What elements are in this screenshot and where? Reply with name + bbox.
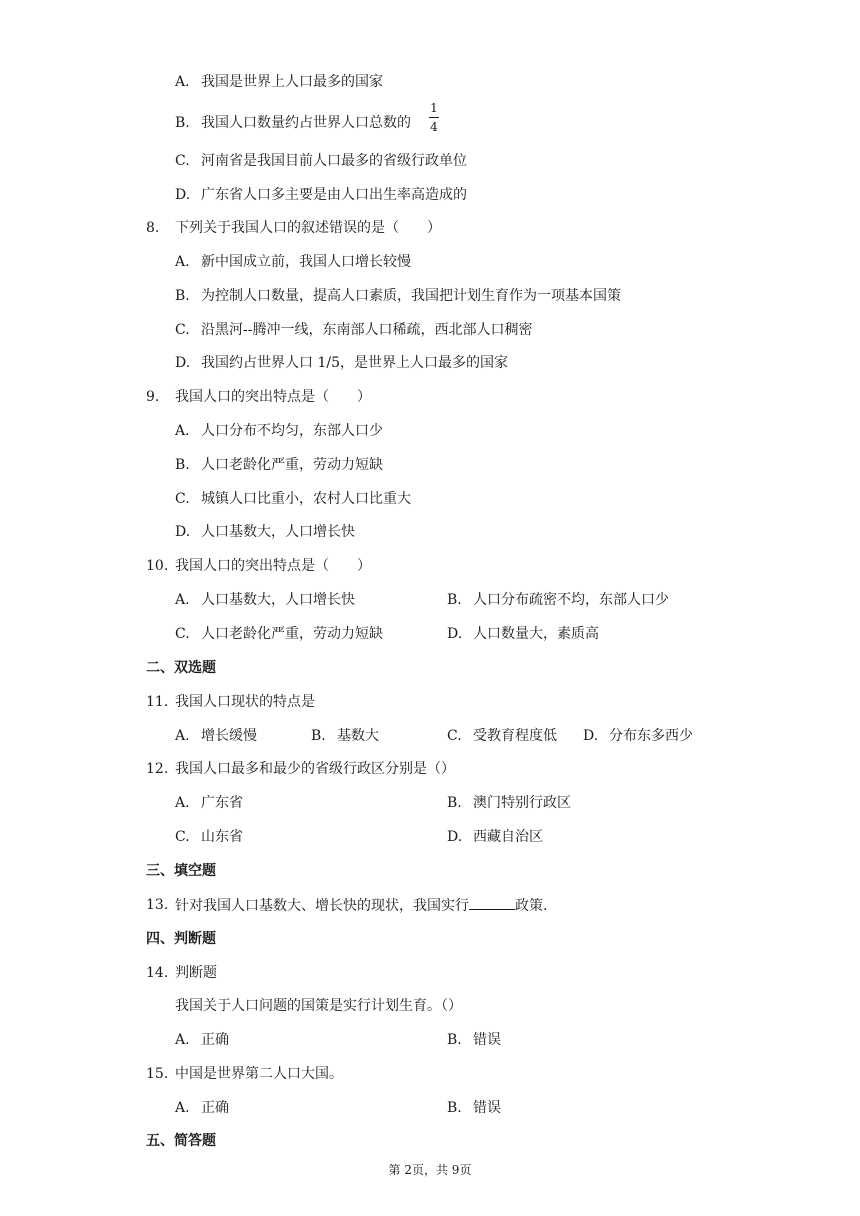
- q14-option-b: B. 错误: [447, 1032, 501, 1048]
- q12-option-a: A. 广东省: [175, 795, 243, 811]
- q7-option-c: C. 河南省是我国目前人口最多的省级行政单位: [175, 153, 467, 169]
- fraction-one-quarter: 1 4: [430, 101, 438, 134]
- section-heading-fill-blank: 三、填空题: [146, 863, 216, 879]
- q10-option-b: B. 人口分布疏密不均，东部人口少: [447, 592, 669, 608]
- q8-option-c: C. 沿黑河--腾冲一线，东南部人口稀疏，西北部人口稠密: [175, 322, 533, 338]
- q11-option-c: C. 受教育程度低: [447, 728, 557, 744]
- q10-option-c: C. 人口老龄化严重，劳动力短缺: [175, 626, 383, 642]
- q11-option-d: D. 分布东多西少: [583, 728, 693, 744]
- q10-option-d: D. 人口数量大，素质高: [447, 626, 599, 642]
- q11-option-a: A. 增长缓慢: [175, 728, 257, 744]
- q15-number: 15.: [146, 1066, 169, 1082]
- q7-option-d: D. 广东省人口多主要是由人口出生率高造成的: [175, 187, 467, 203]
- q9-text: 我国人口的突出特点是（ ）: [175, 389, 371, 405]
- q8-option-d: D. 我国约占世界人口 1/5，是世界上人口最多的国家: [175, 355, 508, 371]
- q9-number: 9.: [146, 389, 160, 405]
- q9-option-a: A. 人口分布不均匀，东部人口少: [175, 423, 383, 439]
- q7-option-b: B. 我国人口数量约占世界人口总数的: [175, 115, 411, 131]
- q14-text: 判断题: [175, 965, 217, 981]
- q11-number: 11.: [146, 694, 169, 710]
- q12-option-d: D. 西藏自治区: [447, 829, 543, 845]
- q15-text: 中国是世界第二人口大国。: [175, 1066, 343, 1082]
- q9-option-c: C. 城镇人口比重小，农村人口比重大: [175, 491, 411, 507]
- q9-option-d: D. 人口基数大，人口增长快: [175, 524, 355, 540]
- section-heading-short-answer: 五、简答题: [146, 1133, 216, 1149]
- q10-option-a: A. 人口基数大，人口增长快: [175, 592, 355, 608]
- q15-option-b: B. 错误: [447, 1100, 501, 1116]
- q8-option-b: B. 为控制人口数量，提高人口素质，我国把计划生育作为一项基本国策: [175, 288, 621, 304]
- q11-option-b: B. 基数大: [311, 728, 379, 744]
- q10-number: 10.: [146, 558, 169, 574]
- answer-blank: [469, 895, 515, 910]
- q7-option-a: A. 我国是世界上人口最多的国家: [175, 74, 383, 90]
- q12-number: 12.: [146, 761, 169, 777]
- q12-option-b: B. 澳门特别行政区: [447, 795, 571, 811]
- section-heading-true-false: 四、判断题: [146, 931, 216, 947]
- q14-stem: 我国关于人口问题的国策是实行计划生育。（）: [175, 998, 462, 1014]
- q13-number: 13.: [146, 897, 169, 913]
- q11-text: 我国人口现状的特点是: [175, 694, 315, 710]
- q12-option-c: C. 山东省: [175, 829, 243, 845]
- section-heading-double-choice: 二、双选题: [146, 660, 216, 676]
- q14-option-a: A. 正确: [175, 1032, 229, 1048]
- q10-text: 我国人口的突出特点是（ ）: [175, 558, 371, 574]
- q15-option-a: A. 正确: [175, 1100, 229, 1116]
- q13-text: 针对我国人口基数大、增长快的现状，我国实行 政策.: [175, 895, 547, 916]
- q8-number: 8.: [146, 220, 160, 236]
- page-footer: 第 2页，共 9页: [388, 1163, 472, 1177]
- q8-option-a: A. 新中国成立前，我国人口增长较慢: [175, 254, 411, 270]
- q12-text: 我国人口最多和最少的省级行政区分别是（）: [175, 761, 455, 777]
- q14-number: 14.: [146, 965, 169, 981]
- q8-text: 下列关于我国人口的叙述错误的是（ ）: [175, 220, 441, 236]
- q9-option-b: B. 人口老龄化严重，劳动力短缺: [175, 457, 383, 473]
